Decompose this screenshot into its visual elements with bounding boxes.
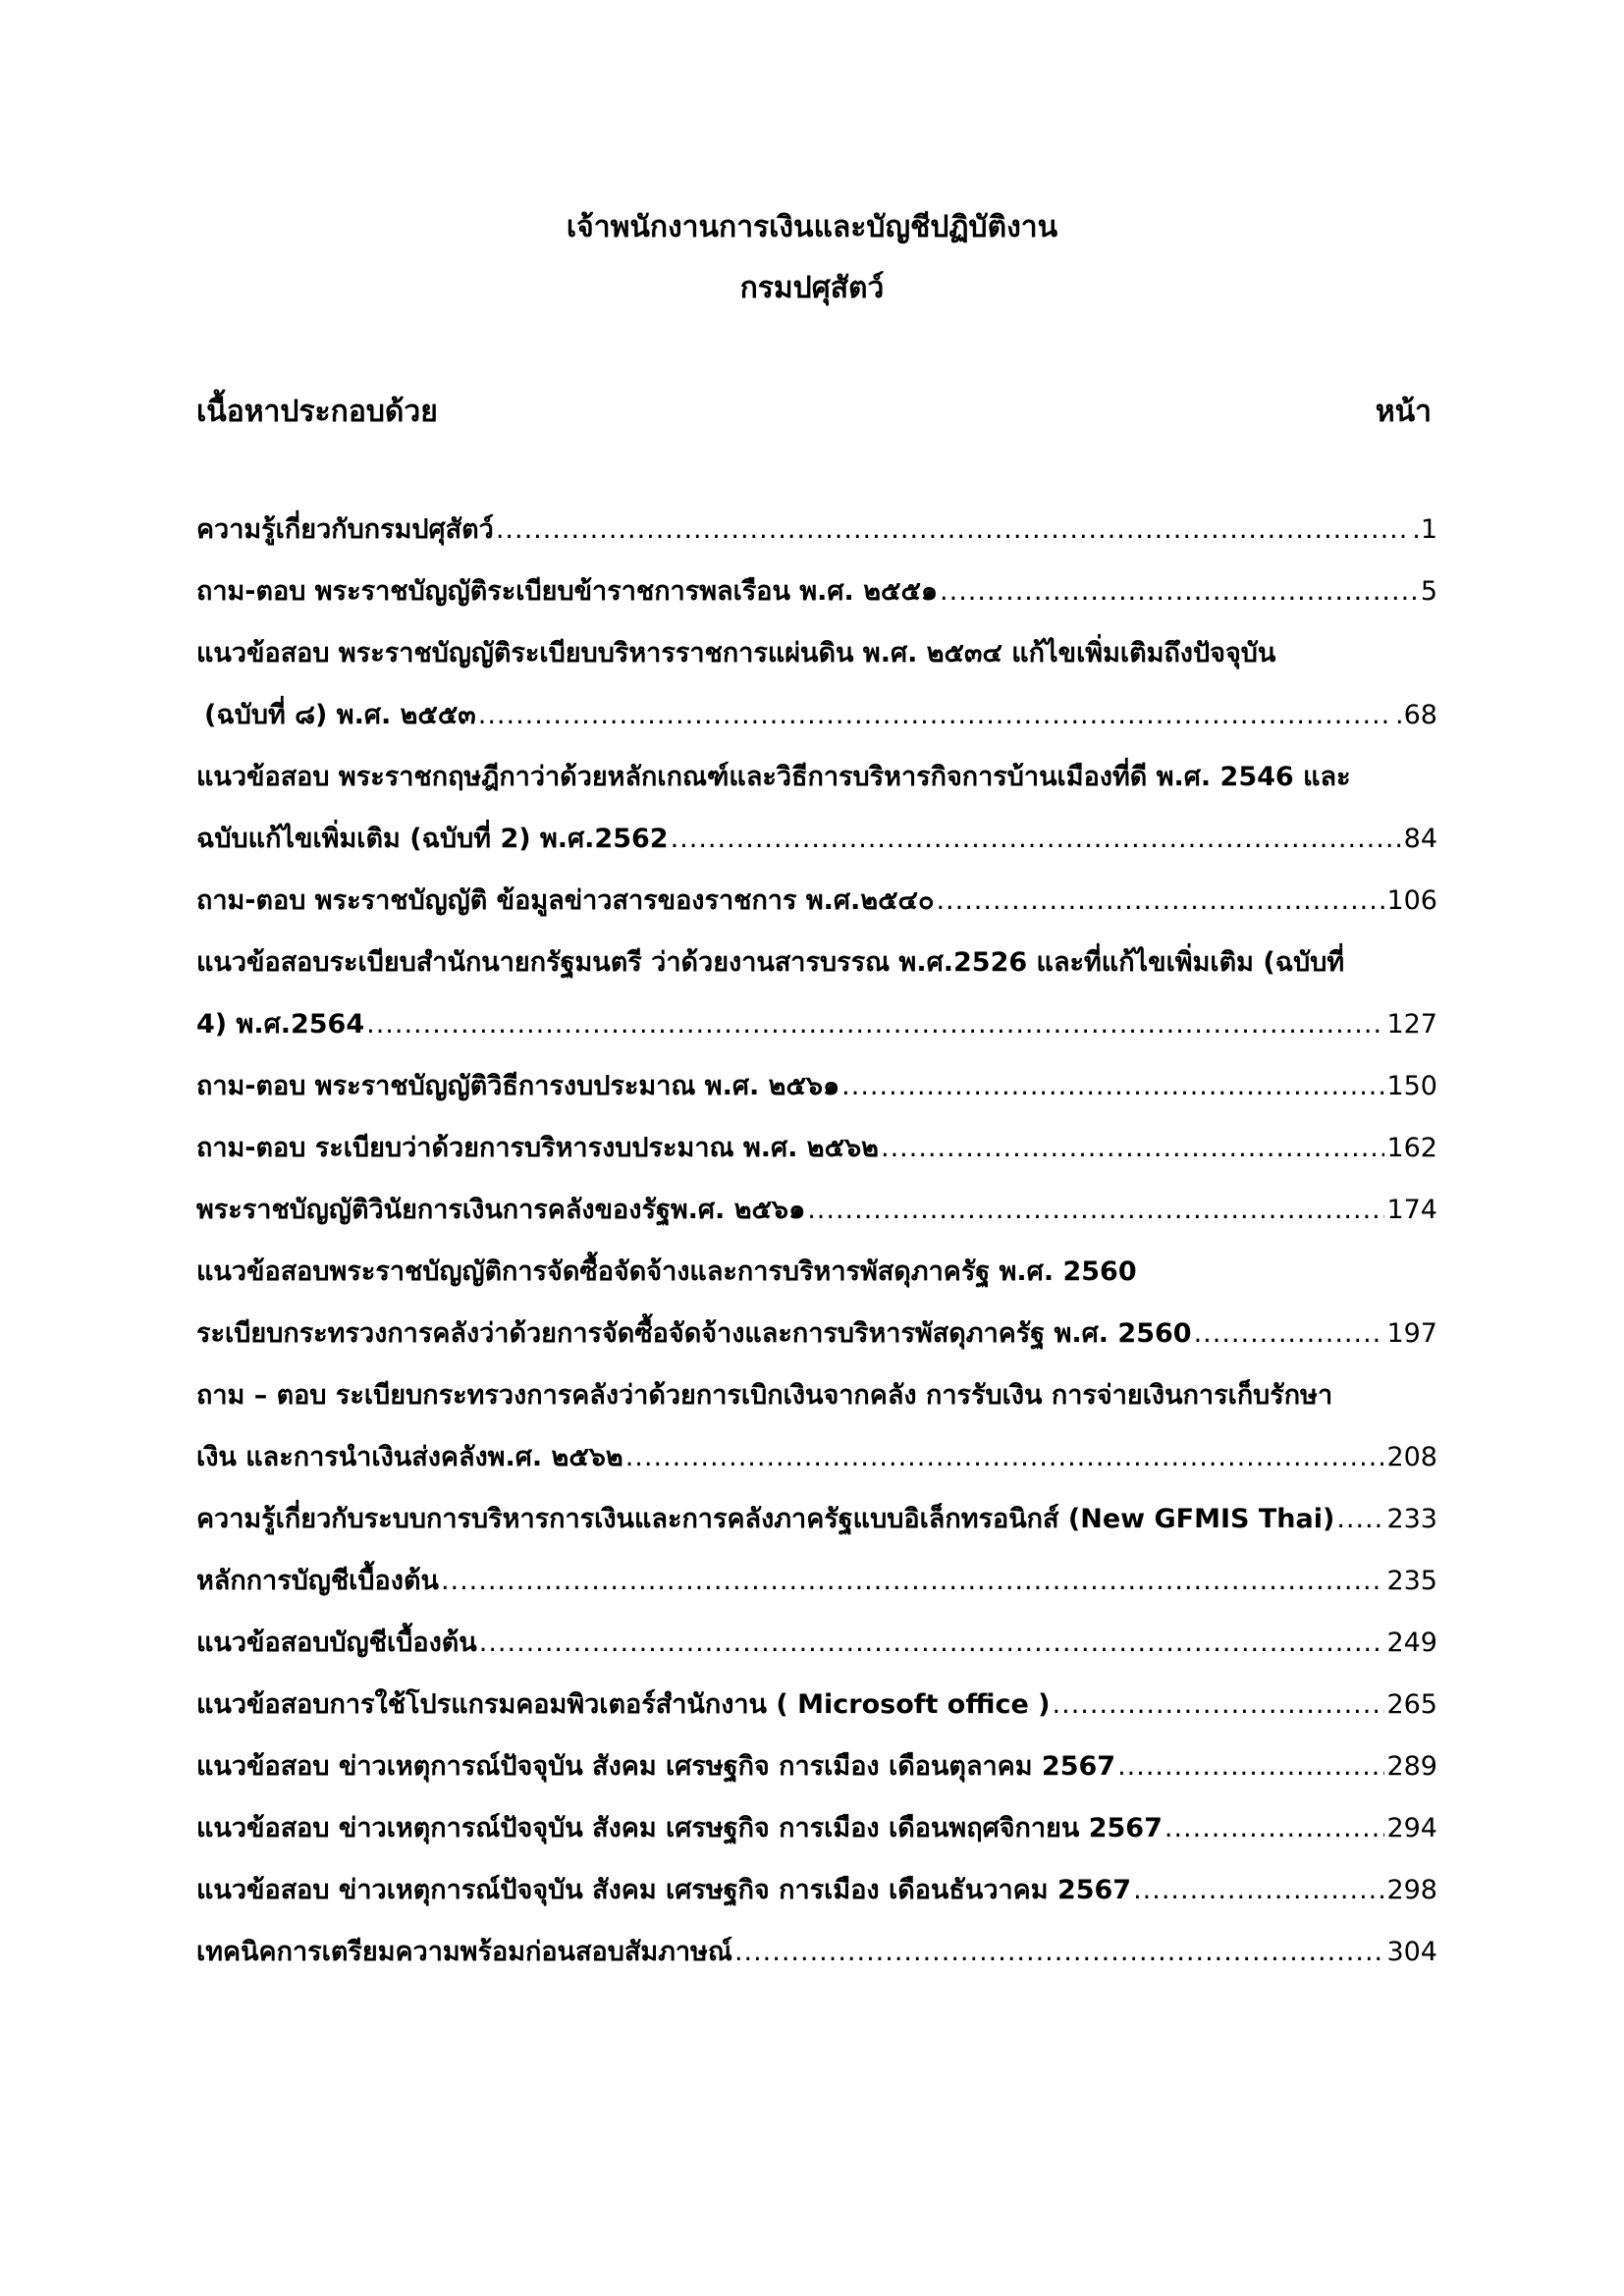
toc-entry: [196, 561, 1437, 622]
toc-entry-text: แนวข้อสอบ พระราชกฤษฎีกาว่าด้วยหลักเกณฑ์และวิธีการบริหารกิจการบ้านเมืองที่ดี พ.ศ. 2546 และ: [196, 762, 1351, 792]
toc-entry: [196, 1921, 1437, 1983]
toc-entry: [196, 932, 1437, 993]
toc-entry-page: 249: [1386, 1628, 1437, 1658]
toc-entry-text: เงิน และการนำเงินส่งคลังพ.ศ. ๒๕๖๒: [196, 1442, 623, 1472]
toc-entry-leader: [671, 808, 1402, 870]
table-of-contents: [196, 499, 1437, 1983]
toc-entry-page: 233: [1386, 1504, 1437, 1534]
toc-entry: [196, 1797, 1437, 1859]
toc-entry-text: ฉบับแก้ไขเพิ่มเติม (ฉบับที่ 2) พ.ศ.2562: [196, 824, 669, 854]
toc-entry-leader: [881, 1117, 1384, 1179]
toc-entry: [196, 1117, 1437, 1179]
toc-entry-text: ระเบียบกระทรวงการคลังว่าด้วยการจัดซื้อจัดจ้างและการบริหารพัสดุภาครัฐ พ.ศ. 2560: [196, 1318, 1192, 1349]
toc-entry-text: แนวข้อสอบ ข่าวเหตุการณ์ปัจจุบัน สังคม เศรษฐกิจ การเมือง เดือนพฤศจิกายน 2567: [196, 1813, 1163, 1843]
toc-entry-page: 5: [1420, 576, 1437, 607]
toc-entry-text: แนวข้อสอบบัญชีเบื้องต้น: [196, 1628, 477, 1658]
toc-entry-page: 150: [1386, 1071, 1437, 1101]
toc-entry-leader: [1133, 1859, 1384, 1921]
toc-entry-text: 4) พ.ศ.2564: [196, 1009, 365, 1040]
toc-entry: [196, 1735, 1437, 1797]
document-title: เจ้าพนักงานการเงินและบัญชีปฏิบัติงาน: [566, 210, 1058, 244]
toc-entry: [196, 993, 1437, 1055]
toc-entry-text: ถาม-ตอบ พระราชบัญญัติวิธีการงบประมาณ พ.ศ. ๒๕๖๑: [196, 1071, 840, 1101]
toc-entry-text: แนวข้อสอบ ข่าวเหตุการณ์ปัจจุบัน สังคม เศรษฐกิจ การเมือง เดือนธันวาคม 2567: [196, 1875, 1132, 1905]
toc-entry-text: แนวข้อสอบ พระราชบัญญัติระเบียบบริหารราชการแผ่นดิน พ.ศ. ๒๕๓๔ แก้ไขเพิ่มเติมถึงปัจจุบัน: [196, 638, 1276, 668]
toc-entry-page: 304: [1386, 1937, 1437, 1967]
toc-entry-leader: [936, 870, 1384, 932]
toc-entry-page: 289: [1386, 1751, 1437, 1782]
toc-entry: [196, 1241, 1437, 1303]
toc-entry-text: แนวข้อสอบพระราชบัญญัติการจัดซื้อจัดจ้างและการบริหารพัสดุภาครัฐ พ.ศ. 2560: [196, 1256, 1137, 1287]
toc-heading-contents: เนื้อหาประกอบด้วย: [196, 395, 438, 429]
document-subtitle: กรมปศุสัตว์: [739, 271, 885, 305]
toc-entry: [196, 1612, 1437, 1674]
toc-entry-leader: [1336, 1488, 1384, 1550]
toc-entry-leader: [1053, 1674, 1385, 1735]
toc-entry-text: หลักการบัญชีเบื้องต้น: [196, 1566, 439, 1596]
toc-entry-page: 127: [1386, 1009, 1437, 1040]
toc-entry-leader: [1117, 1735, 1384, 1797]
toc-entry-text: แนวข้อสอบการใช้โปรแกรมคอมพิวเตอร์สำนักงาน ( Microsoft office ): [196, 1689, 1051, 1720]
toc-entry-text: ความรู้เกี่ยวกับกรมปศุสัตว์: [196, 514, 494, 545]
toc-entry: [196, 1426, 1437, 1488]
toc-entry-leader: [807, 1179, 1384, 1241]
toc-entry-leader: [366, 993, 1384, 1055]
toc-entry-text: ถาม-ตอบ พระราชบัญญัติ ข้อมูลข่าวสารของราชการ พ.ศ.๒๕๔๐: [196, 885, 935, 916]
toc-entry-leader: [1194, 1303, 1385, 1364]
toc-entry-leader: [625, 1426, 1385, 1488]
toc-entry-page: 298: [1386, 1875, 1437, 1905]
toc-entry-text: ถาม-ตอบ ระเบียบว่าด้วยการบริหารงบประมาณ พ.ศ. ๒๕๖๒: [196, 1133, 879, 1163]
toc-entry: [196, 1859, 1437, 1921]
toc-entry-page: 197: [1386, 1318, 1437, 1349]
toc-entry: [196, 746, 1437, 808]
toc-entry-text: ถาม – ตอบ ระเบียบกระทรวงการคลังว่าด้วยการเบิกเงินจากคลัง การรับเงิน การจ่ายเงินการเก็บรักษา: [196, 1380, 1333, 1411]
toc-entry: [196, 684, 1437, 746]
toc-entry: [196, 1055, 1437, 1117]
toc-entry-page: 84: [1403, 824, 1437, 854]
toc-entry-leader: [1164, 1797, 1385, 1859]
toc-entry: [196, 622, 1437, 684]
toc-entry-text: แนวข้อสอบระเบียบสำนักนายกรัฐมนตรี ว่าด้วยงานสารบรรณ พ.ศ.2526 และที่แก้ไขเพิ่มเติม (ฉบับที่: [196, 947, 1345, 978]
toc-entry-page: 294: [1386, 1813, 1437, 1843]
toc-entry-leader: [441, 1550, 1385, 1612]
toc-entry: [196, 1674, 1437, 1735]
toc-entry: [196, 870, 1437, 932]
toc-entry: [196, 1179, 1437, 1241]
toc-entry-leader: [479, 1612, 1385, 1674]
toc-entry-text: แนวข้อสอบ ข่าวเหตุการณ์ปัจจุบัน สังคม เศรษฐกิจ การเมือง เดือนตุลาคม 2567: [196, 1751, 1116, 1782]
toc-entry-leader: [841, 1055, 1384, 1117]
toc-entry-text: (ฉบับที่ ๘) พ.ศ. ๒๕๕๓: [204, 700, 476, 730]
toc-heading-row: [196, 389, 1432, 432]
toc-heading-page: หน้า: [1375, 395, 1432, 429]
toc-entry-leader: [478, 684, 1393, 746]
toc-entry: [196, 808, 1437, 870]
toc-entry-page: 208: [1386, 1442, 1437, 1472]
toc-entry-page: 174: [1386, 1195, 1437, 1225]
toc-entry-page: 162: [1386, 1133, 1437, 1163]
toc-entry-leader: [734, 1921, 1385, 1983]
toc-entry-page: 235: [1386, 1566, 1437, 1596]
toc-entry-text: เทคนิคการเตรียมความพร้อมก่อนสอบสัมภาษณ์: [196, 1937, 732, 1967]
toc-entry-text: พระราชบัญญัติวินัยการเงินการคลังของรัฐพ.ศ. ๒๕๖๑: [196, 1195, 806, 1225]
toc-entry-leader: [496, 499, 1410, 561]
toc-entry: [196, 1488, 1437, 1550]
toc-entry-page: .68: [1395, 700, 1437, 730]
toc-entry-page: 265: [1386, 1689, 1437, 1720]
toc-entry-text: ความรู้เกี่ยวกับระบบการบริหารการเงินและการคลังภาครัฐแบบอิเล็กทรอนิกส์ (New GFMIS Thai): [196, 1504, 1335, 1534]
toc-entry-page: .1: [1412, 514, 1437, 545]
toc-entry: [196, 1364, 1437, 1426]
toc-entry-leader: [940, 561, 1419, 622]
toc-entry-text: ถาม-ตอบ พระราชบัญญัติระเบียบข้าราชการพลเรือน พ.ศ. ๒๕๕๑: [196, 576, 939, 607]
toc-entry: [196, 1303, 1437, 1364]
toc-entry-page: 106: [1386, 885, 1437, 916]
toc-entry: [196, 1550, 1437, 1612]
toc-entry: [196, 499, 1437, 561]
